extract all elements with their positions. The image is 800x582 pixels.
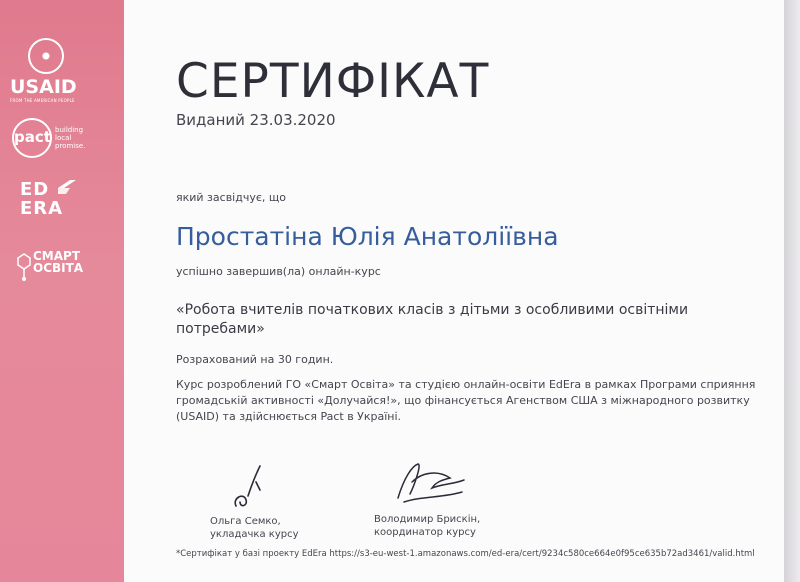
pact-logo [12, 118, 85, 158]
verification-footer: *Сертифікат у базі проекту EdEra https://s3-eu-west-1.amazonaws.com/ed-era/cert/9234c580ce664e0f95ce635b72ad3461/valid.html [176, 549, 755, 559]
signer-name: Володимир Брискін, [374, 514, 481, 525]
signer-bryskin [374, 513, 480, 539]
page-edge [784, 0, 800, 582]
course-description: Курс розроблений ГО «Смарт Освіта» та студією онлайн-освіти EdEra в рамках Програми сприяння громадській активності «Долучайся!», що фінансується Агенством США з міжнародного розвитку (USAID) та здійснюється Pact в Україні. [176, 378, 756, 423]
course-hours: Розрахований на 30 годин. [176, 353, 334, 366]
edera-chevron-icon [58, 180, 76, 196]
certificate-title: СЕРТИФІКАТ [176, 54, 490, 109]
edera-line2: ERA [20, 198, 64, 219]
completion-text: успішно завершив(ла) онлайн-курс [176, 265, 381, 278]
signer-name: Ольга Семко, [210, 516, 281, 527]
signature-semko-icon [226, 462, 276, 512]
usaid-logo [10, 38, 84, 103]
course-title: «Робота вчителів початкових класів з дітьми з особливими освітніми потребами» [176, 302, 689, 337]
molecule-icon [16, 252, 32, 282]
usaid-wordmark: USAID [10, 76, 77, 98]
smart-osvita-logo [16, 250, 83, 274]
signature-bryskin-icon [392, 458, 472, 508]
issue-date: Виданий 23.03.2020 [176, 111, 336, 129]
edera-line1: ED [20, 179, 50, 200]
signer-role: укладачка курсу [210, 529, 299, 540]
pact-mark: pact [12, 118, 52, 158]
signer-role: координатор курсу [374, 527, 476, 538]
edera-logo [20, 180, 63, 218]
pact-tagline: building local promise. [55, 126, 86, 150]
usaid-tagline: FROM THE AMERICAN PEOPLE [10, 98, 75, 103]
recipient-name: Простатіна Юлія Анатоліївна [176, 222, 559, 251]
usaid-seal-icon [28, 38, 64, 74]
certifies-text: який засвідчує, що [176, 191, 286, 204]
smart-osvita-wordmark: СМАРТ ОСВІТА [33, 249, 84, 275]
signer-semko [210, 515, 299, 541]
